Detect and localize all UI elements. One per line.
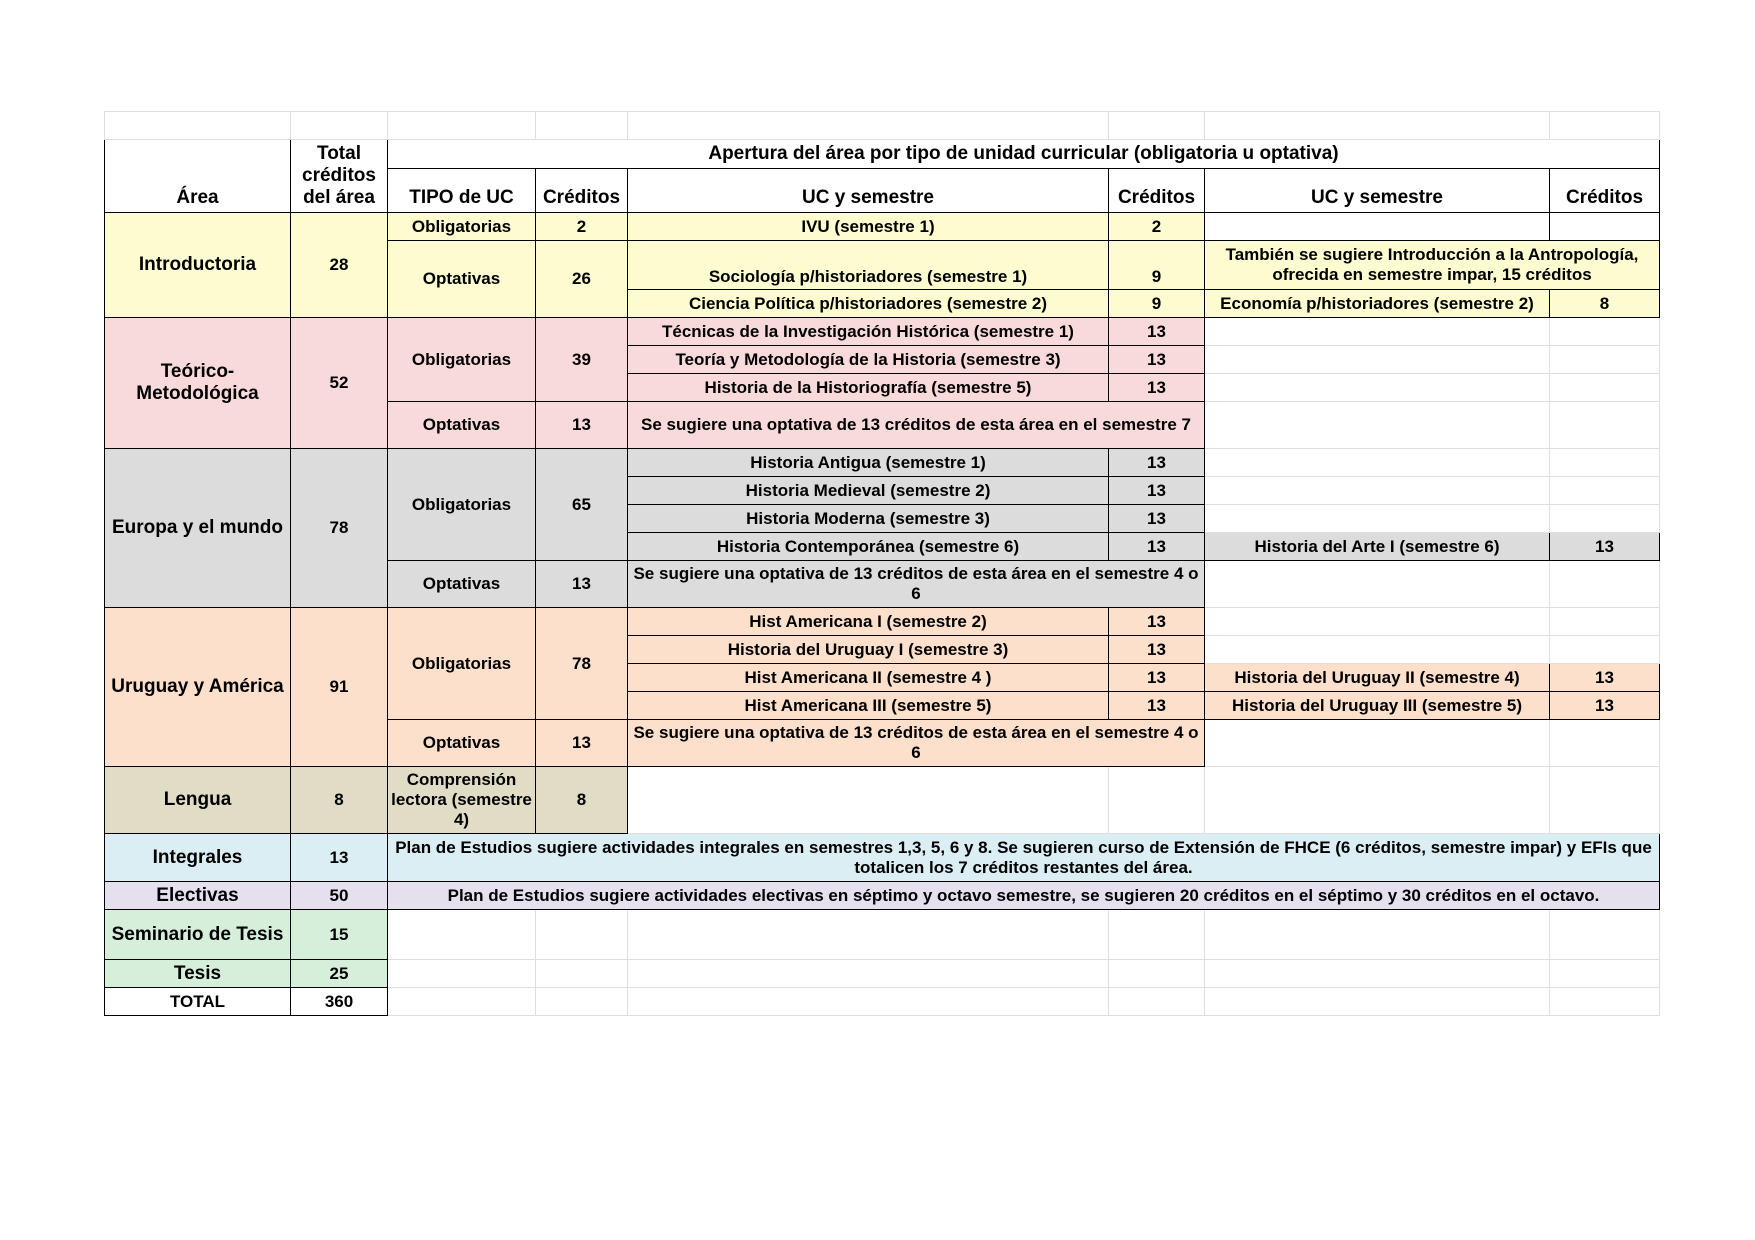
table-row xyxy=(105,882,1660,910)
empty-cell xyxy=(1550,477,1660,505)
total-lengua: 8 xyxy=(291,767,388,834)
uc-cell: Historia de la Historiografía (semestre 5) xyxy=(628,374,1109,402)
tipo-cell: Optativas xyxy=(388,720,536,767)
total-seminario: 15 xyxy=(291,910,388,960)
uc-cell: Historia del Uruguay III (semestre 5) xyxy=(1205,692,1550,720)
empty-cell xyxy=(1205,608,1550,636)
note-electivas: Plan de Estudios sugiere actividades electivas en séptimo y octavo semestre, se sugieren 20 créditos en el séptimo y 30 créditos en el octavo. xyxy=(388,882,1660,910)
header-row xyxy=(105,140,1660,169)
credit-cell: 2 xyxy=(536,213,628,241)
empty-cell xyxy=(1205,213,1550,241)
credit-cell: 13 xyxy=(1109,346,1205,374)
credit-cell: 13 xyxy=(1109,533,1205,561)
note-integrales: Plan de Estudios sugiere actividades integrales en semestres 1,3, 5, 6 y 8. Se sugieren curso de Extensión de FHCE (6 créditos, semestre impar) y EFIs que totalicen los 7 créditos restantes del área. xyxy=(388,834,1660,882)
credit-cell: 13 xyxy=(1109,608,1205,636)
total-electivas: 50 xyxy=(291,882,388,910)
empty-cell xyxy=(1205,374,1550,402)
credit-cell: 13 xyxy=(1109,374,1205,402)
table-row xyxy=(105,767,1660,834)
total-tesis: 25 xyxy=(291,960,388,988)
credit-cell: 13 xyxy=(1109,477,1205,505)
empty-cell xyxy=(1205,346,1550,374)
credit-cell: 65 xyxy=(536,449,628,561)
header-uc-semestre-2: UC y semestre xyxy=(1205,169,1550,213)
credit-cell: 26 xyxy=(536,241,628,318)
tipo-cell: Optativas xyxy=(388,402,536,449)
empty-cell xyxy=(1205,402,1550,449)
empty-cell xyxy=(1205,477,1550,505)
uc-cell: Teoría y Metodología de la Historia (semestre 3) xyxy=(628,346,1109,374)
uc-cell: Ciencia Política p/historiadores (semestre 2) xyxy=(628,290,1109,318)
empty-cell xyxy=(1550,636,1660,664)
credit-cell: 13 xyxy=(1109,636,1205,664)
tipo-cell: Obligatorias xyxy=(388,318,536,402)
empty-cell xyxy=(1550,720,1660,767)
area-introductoria: Introductoria xyxy=(105,213,291,318)
credit-cell: 13 xyxy=(1109,505,1205,533)
empty-cell xyxy=(1550,767,1660,834)
credit-cell: 78 xyxy=(536,608,628,720)
empty-cell xyxy=(1205,318,1550,346)
empty-cell xyxy=(1550,505,1660,533)
credit-cell: 13 xyxy=(536,402,628,449)
header-creditos-3: Créditos xyxy=(1550,169,1660,213)
header-creditos: Créditos xyxy=(536,169,628,213)
tipo-cell: Obligatorias xyxy=(388,608,536,720)
tipo-cell: Obligatorias xyxy=(388,449,536,561)
credit-cell: 13 xyxy=(536,561,628,608)
uc-cell: Historia del Arte I (semestre 6) xyxy=(1205,533,1550,561)
header-tipo: TIPO de UC xyxy=(388,169,536,213)
header-uc-semestre: UC y semestre xyxy=(628,169,1109,213)
table-row xyxy=(105,213,1660,241)
uc-cell: Técnicas de la Investigación Histórica (semestre 1) xyxy=(628,318,1109,346)
empty-cell xyxy=(1205,636,1550,664)
tipo-cell: Optativas xyxy=(388,241,536,318)
area-lengua: Lengua xyxy=(105,767,291,834)
table-row xyxy=(105,988,1660,1016)
total-europa: 78 xyxy=(291,449,388,608)
empty-cell xyxy=(628,767,1109,834)
area-uruguay: Uruguay y América xyxy=(105,608,291,767)
credit-cell: 8 xyxy=(1550,290,1660,318)
area-teorico: Teórico-Metodológica xyxy=(105,318,291,449)
uc-cell: Historia Contemporánea (semestre 6) xyxy=(628,533,1109,561)
empty-cell xyxy=(1550,318,1660,346)
credit-cell: 8 xyxy=(536,767,628,834)
area-total: TOTAL xyxy=(105,988,291,1016)
total-introductoria: 28 xyxy=(291,213,388,318)
credit-cell: 13 xyxy=(536,720,628,767)
area-europa: Europa y el mundo xyxy=(105,449,291,608)
credit-cell: 13 xyxy=(1109,692,1205,720)
uc-cell: Historia del Uruguay II (semestre 4) xyxy=(1205,664,1550,692)
header-total: Total créditos del área xyxy=(291,140,388,213)
uc-cell: Hist Americana III (semestre 5) xyxy=(628,692,1109,720)
empty-cell xyxy=(1205,767,1550,834)
area-seminario: Seminario de Tesis xyxy=(105,910,291,960)
empty-cell xyxy=(1550,449,1660,477)
uc-cell: Historia del Uruguay I (semestre 3) xyxy=(628,636,1109,664)
area-electivas: Electivas xyxy=(105,882,291,910)
uc-cell: Hist Americana I (semestre 2) xyxy=(628,608,1109,636)
uc-cell: Economía p/historiadores (semestre 2) xyxy=(1205,290,1550,318)
credit-cell: 13 xyxy=(1550,533,1660,561)
empty-cell xyxy=(1550,213,1660,241)
empty-cell xyxy=(1205,505,1550,533)
empty-cell xyxy=(1109,767,1205,834)
tipo-cell: Optativas xyxy=(388,561,536,608)
table-row xyxy=(105,608,1660,636)
credit-cell: 2 xyxy=(1109,213,1205,241)
total-integrales: 13 xyxy=(291,834,388,882)
empty-cell xyxy=(1550,402,1660,449)
table-row xyxy=(105,449,1660,477)
header-apertura: Apertura del área por tipo de unidad curricular (obligatoria u optativa) xyxy=(388,140,1660,169)
table-row xyxy=(105,834,1660,882)
empty-row xyxy=(105,112,1660,140)
uc-cell: Sociología p/historiadores (semestre 1) xyxy=(628,241,1109,290)
empty-cell xyxy=(1205,561,1550,608)
empty-cell xyxy=(1550,346,1660,374)
uc-cell: Hist Americana II (semestre 4 ) xyxy=(628,664,1109,692)
empty-cell xyxy=(1205,449,1550,477)
credit-cell: 13 xyxy=(1109,449,1205,477)
total-teorico: 52 xyxy=(291,318,388,449)
header-area: Área xyxy=(105,140,291,213)
table-row xyxy=(105,318,1660,346)
area-integrales: Integrales xyxy=(105,834,291,882)
empty-cell xyxy=(1550,374,1660,402)
note-cell: Se sugiere una optativa de 13 créditos de esta área en el semestre 4 o 6 xyxy=(628,561,1205,608)
credit-cell: 9 xyxy=(1109,241,1205,290)
uc-cell: IVU (semestre 1) xyxy=(628,213,1109,241)
credit-cell: 39 xyxy=(536,318,628,402)
empty-cell xyxy=(1550,561,1660,608)
credit-cell: 13 xyxy=(1550,664,1660,692)
header-creditos-2: Créditos xyxy=(1109,169,1205,213)
credit-cell: 13 xyxy=(1109,318,1205,346)
tipo-cell: Comprensión lectora (semestre 4) xyxy=(388,767,536,834)
tipo-cell: Obligatorias xyxy=(388,213,536,241)
note-cell: Se sugiere una optativa de 13 créditos de esta área en el semestre 4 o 6 xyxy=(628,720,1205,767)
note-cell: También se sugiere Introducción a la Antropología, ofrecida en semestre impar, 15 créditos xyxy=(1205,241,1660,290)
uc-cell: Historia Medieval (semestre 2) xyxy=(628,477,1109,505)
curriculum-table xyxy=(104,111,1660,1016)
uc-cell: Historia Antigua (semestre 1) xyxy=(628,449,1109,477)
total-value: 360 xyxy=(291,988,388,1016)
total-uruguay: 91 xyxy=(291,608,388,767)
empty-cell xyxy=(1205,720,1550,767)
area-tesis: Tesis xyxy=(105,960,291,988)
uc-cell: Historia Moderna (semestre 3) xyxy=(628,505,1109,533)
credit-cell: 13 xyxy=(1550,692,1660,720)
table-row xyxy=(105,960,1660,988)
credit-cell: 13 xyxy=(1109,664,1205,692)
credit-cell: 9 xyxy=(1109,290,1205,318)
empty-cell xyxy=(1550,608,1660,636)
table-row xyxy=(105,910,1660,960)
note-cell: Se sugiere una optativa de 13 créditos de esta área en el semestre 7 xyxy=(628,402,1205,449)
